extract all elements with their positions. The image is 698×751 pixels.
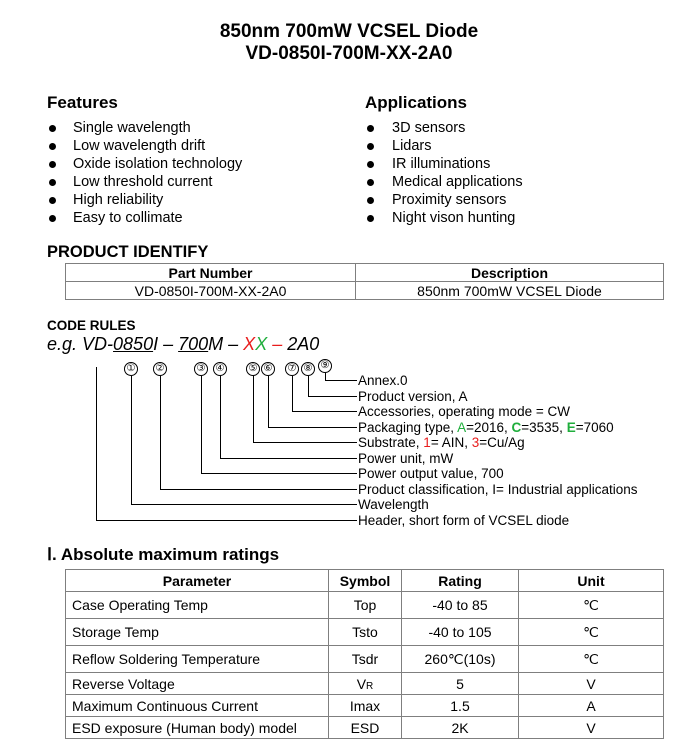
description-cell: 850nm 700mW VCSEL Diode [356, 282, 664, 300]
packaging-value-a: =2016, [466, 420, 512, 435]
code-suffix: 2A0 [287, 334, 320, 354]
application-item: 3D sensors [392, 120, 466, 136]
label-wavelength: Wavelength [358, 497, 429, 512]
column-header: Description [356, 264, 664, 282]
part-number-cell: VD-0850I-700M-XX-2A0 [66, 282, 356, 300]
leader-line-version [309, 376, 358, 397]
unit-cell: ℃ [519, 646, 664, 673]
parameter-cell: ESD exposure (Human body) model [66, 717, 329, 739]
code-prefix: e.g. VD- [47, 334, 114, 354]
substrate-prefix: Substrate, [358, 435, 424, 450]
leader-line-power-unit [221, 376, 358, 459]
product-identify-heading: PRODUCT IDENTIFY [47, 243, 209, 261]
parameter-cell: Reverse Voltage [66, 673, 329, 695]
unit-cell: ℃ [519, 592, 664, 619]
marker-7: ⑦ [285, 362, 299, 376]
absolute-max-heading: Ⅰ. Absolute maximum ratings [47, 545, 280, 564]
packaging-code-e: E [566, 420, 576, 435]
label-power-value: Power output value, 700 [358, 466, 504, 481]
table-row [66, 695, 664, 717]
label-header: Header, short form of VCSEL diode [358, 513, 570, 528]
application-item: Medical applications [392, 174, 523, 190]
leader-line-substrate [254, 376, 358, 443]
application-item: Proximity sensors [392, 192, 507, 208]
code-dash: – [223, 334, 244, 354]
unit-cell: V [519, 673, 664, 695]
unit-cell: A [519, 695, 664, 717]
symbol-main: V [356, 675, 367, 692]
rating-cell: 260℃(10s) [402, 646, 519, 673]
label-accessories: Accessories, operating mode = CW [358, 404, 570, 419]
marker-4: ④ [213, 362, 227, 376]
feature-item: Easy to collimate [73, 210, 183, 226]
marker-8: ⑧ [301, 362, 315, 376]
label-version: Product version, A [358, 389, 468, 404]
column-header: Unit [519, 570, 664, 592]
column-header: Symbol [329, 570, 402, 592]
rating-cell: -40 to 105 [402, 619, 519, 646]
substrate-value-1: = AIN, [430, 435, 472, 450]
feature-item: High reliability [73, 192, 164, 208]
application-item: Night vison hunting [392, 210, 516, 226]
symbol-cell: Top [329, 592, 402, 619]
code-wavelength: 0850 [113, 334, 154, 354]
marker-6: ⑥ [261, 362, 275, 376]
leader-line-classification [161, 376, 358, 490]
application-item: IR illuminations [392, 156, 491, 172]
code-power: 700 [178, 334, 209, 354]
unit-cell: V [519, 717, 664, 739]
feature-item: Low wavelength drift [73, 138, 206, 154]
packaging-value-c: =3535, [521, 420, 567, 435]
application-item: Lidars [392, 138, 432, 154]
features-heading: Features [47, 93, 118, 112]
applications-heading: Applications [365, 93, 468, 112]
marker-1: ① [124, 362, 138, 376]
marker-2: ② [153, 362, 167, 376]
rating-cell: 5 [402, 673, 519, 695]
packaging-code-c: C [511, 420, 522, 435]
code-unit: M [208, 334, 224, 354]
marker-9: ⑨ [318, 359, 332, 373]
parameter-cell: Case Operating Temp [66, 592, 329, 619]
symbol-subscript: R [366, 680, 374, 692]
code-dash: – [158, 334, 179, 354]
parameter-cell: Reflow Soldering Temperature [66, 646, 329, 673]
feature-item: Low threshold current [73, 174, 213, 190]
unit-cell: ℃ [519, 619, 664, 646]
leader-line-packaging [269, 376, 358, 428]
label-classification: Product classification, I= Industrial applications [358, 482, 638, 497]
label-packaging [358, 420, 614, 435]
leader-line-annex [326, 373, 358, 381]
absolute-max-table [65, 569, 664, 739]
rating-cell: -40 to 85 [402, 592, 519, 619]
table-row [66, 646, 664, 673]
rating-cell: 2K [402, 717, 519, 739]
packaging-value-e: =7060 [575, 420, 614, 435]
code-classification: I [153, 334, 159, 354]
table-row [66, 619, 664, 646]
feature-item: Oxide isolation technology [73, 156, 243, 172]
parameter-cell: Maximum Continuous Current [66, 695, 329, 717]
marker-5: ⑤ [246, 362, 260, 376]
label-annex: Annex.0 [358, 373, 408, 388]
packaging-prefix: Packaging type, [358, 420, 458, 435]
parameter-cell: Storage Temp [66, 619, 329, 646]
substrate-code-3: 3 [471, 435, 480, 450]
symbol-cell: Tsto [329, 619, 402, 646]
packaging-code-a: A [457, 420, 467, 435]
column-header: Parameter [66, 570, 329, 592]
symbol-cell: Imax [329, 695, 402, 717]
leader-line-header [97, 367, 358, 521]
table-row [66, 717, 664, 739]
document-title: 850nm 700mW VCSEL Diode [219, 21, 479, 42]
code-dash: – [267, 334, 288, 354]
column-header: Rating [402, 570, 519, 592]
leader-line-wavelength [132, 376, 358, 505]
code-rules-heading: CODE RULES [47, 318, 136, 333]
table-header-row [66, 570, 664, 592]
label-substrate [358, 435, 525, 450]
symbol-cell: Tsdr [329, 646, 402, 673]
column-header: Part Number [66, 264, 356, 282]
table-row [66, 673, 664, 695]
feature-item: Single wavelength [73, 120, 191, 136]
rating-cell: 1.5 [402, 695, 519, 717]
symbol-cell: ESD [329, 717, 402, 739]
marker-3: ③ [194, 362, 208, 376]
substrate-value-3: =Cu/Ag [479, 435, 525, 450]
substrate-code-1: 1 [423, 435, 431, 450]
symbol-cell [329, 673, 402, 695]
code-packaging-placeholder: X [255, 334, 268, 354]
code-substrate-placeholder: X [243, 334, 256, 354]
leader-line-accessories [293, 376, 358, 412]
label-power-unit: Power unit, mW [358, 451, 454, 466]
part-number-title: VD-0850I-700M-XX-2A0 [245, 43, 453, 64]
table-row [66, 592, 664, 619]
